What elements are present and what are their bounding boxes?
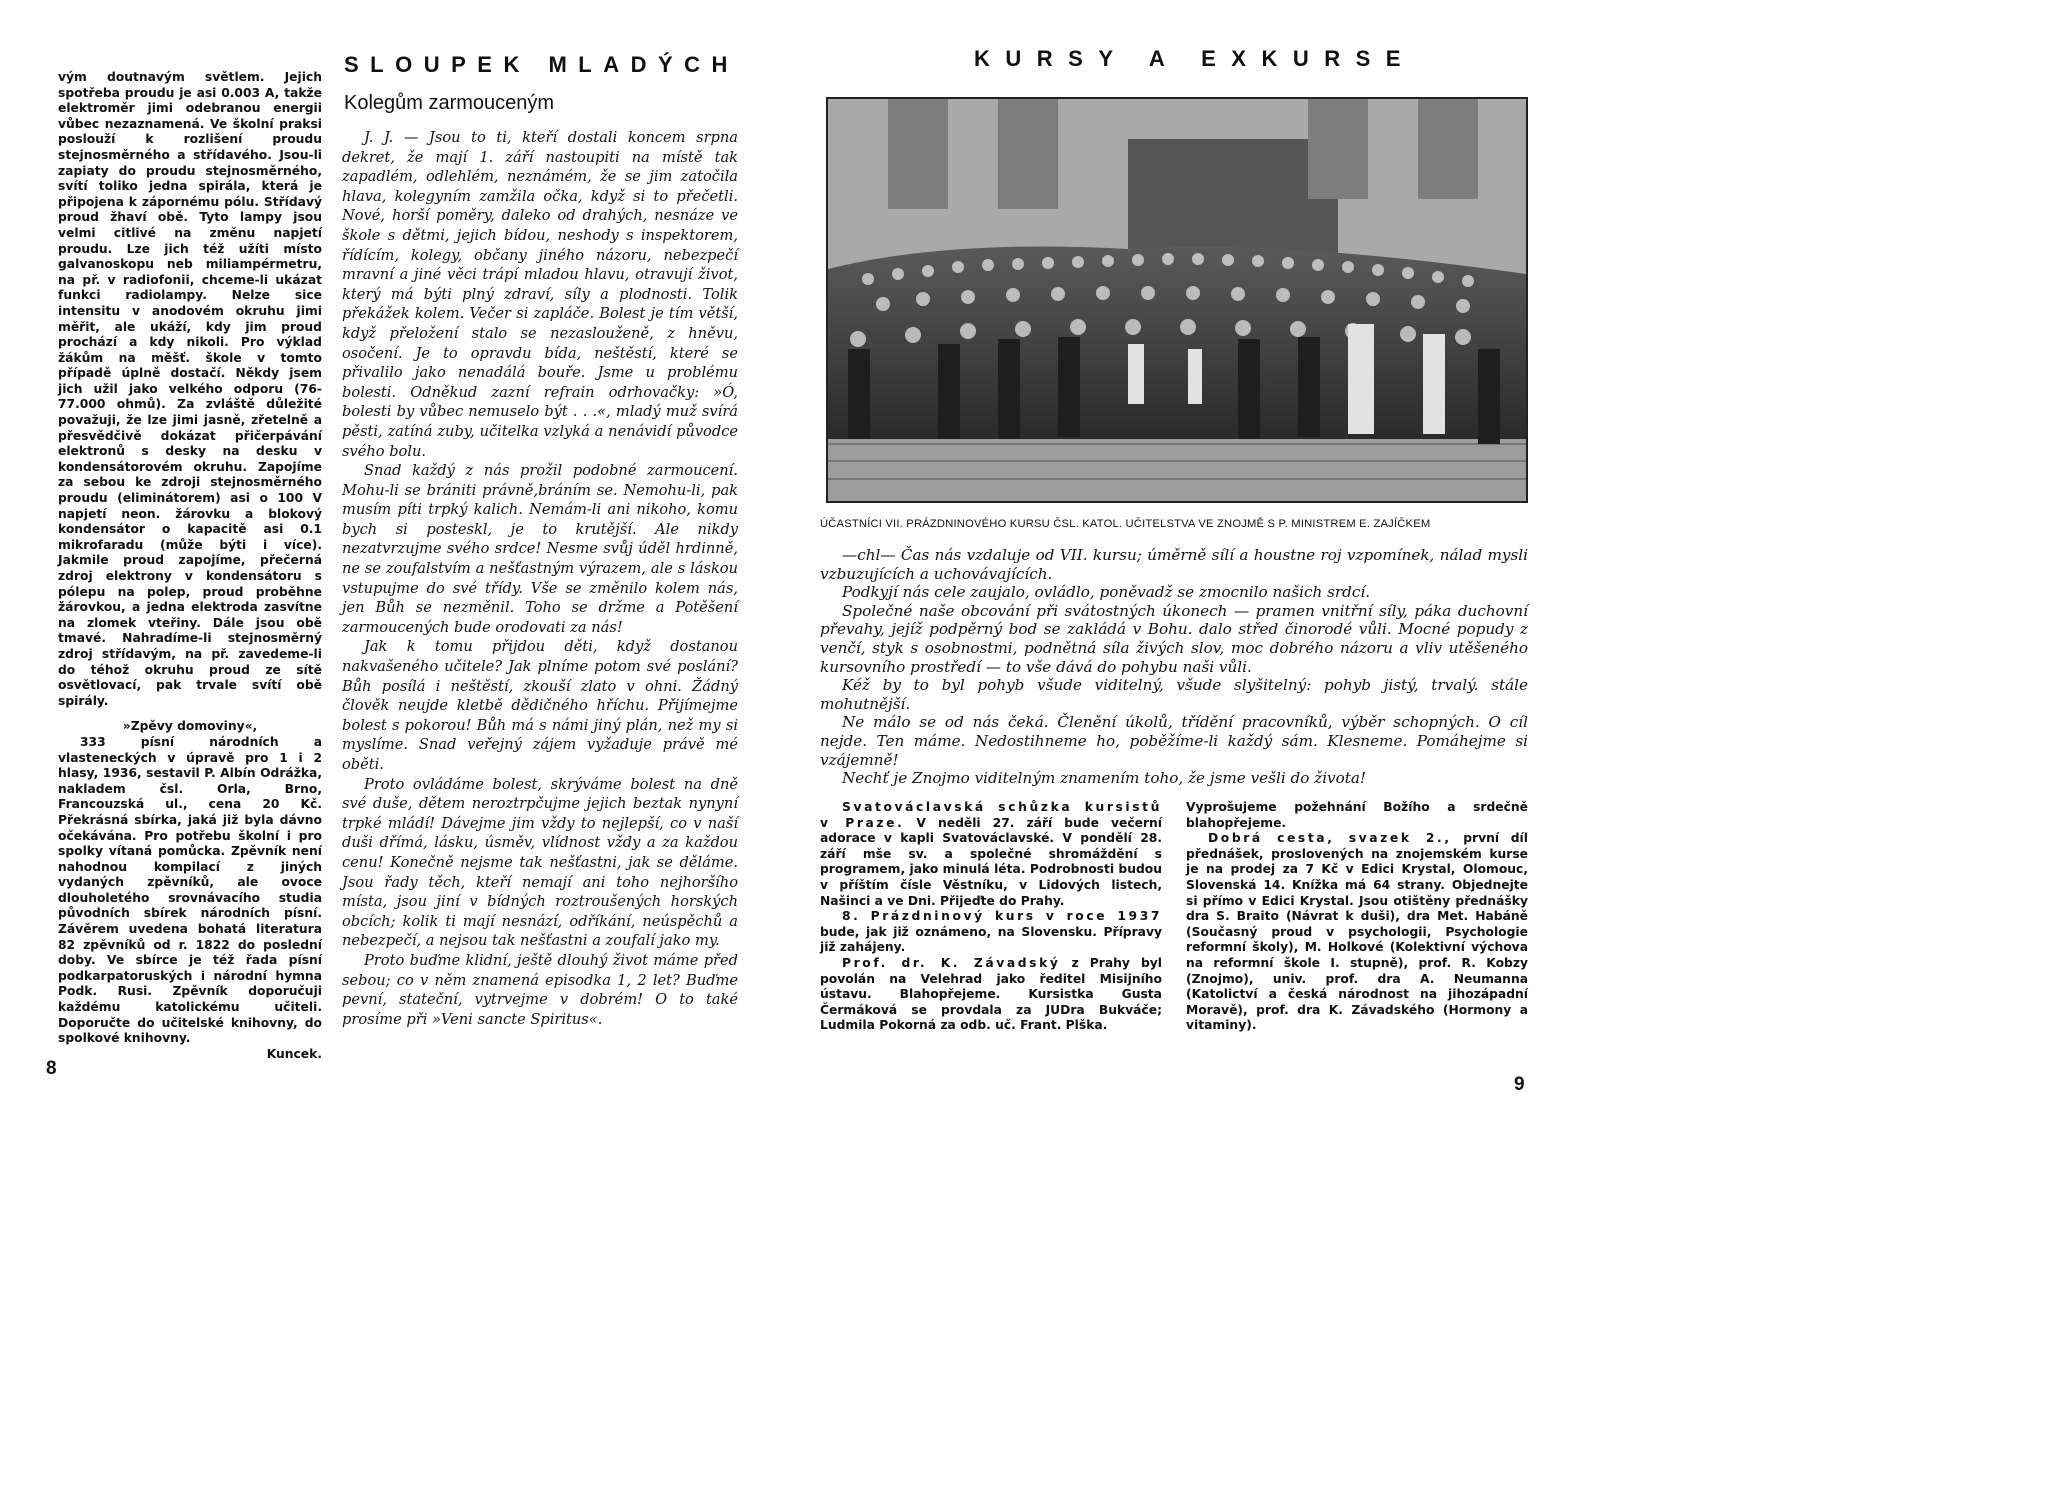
photo-caption: ÚČASTNÍCI VII. PRÁZDNINOVÉHO KURSU ČSL. KATOL. UČITELSTVA VE ZNOJMĚ S P. MINISTREM E. ZAJÍČKEM bbox=[820, 518, 1431, 530]
note-lead: Prof. dr. K. Závadský bbox=[842, 955, 1061, 970]
article-paragraph: J. J. — Jsou to ti, kteří dostali koncem srpna dekret, že mají 1. září nastoupiti na místě tak zapadlém, odlehlém, neznámém, že se jim zatočila hlava, kolegyním zamžila očka, když si to přečetli. Nové, horší poměry, daleko od drahých, nesnáze ve škole s dětmi, jejich bídou, neshody s inspektorem, řídícím, kolegy, občany jiného názoru, nebezpečí mravní a jiné věci trápí mladou hlavu, otravují život, který má býti plný zdraví, síly a plodnosti. Tolik překážek kolem. Večer si zapláče. Bolest je tím větší, když přeložení stalo se nezaslouženě, z hněvu, osočení. Je to opravdu bída, neštěstí, které se přivalilo jako nenadálá bouře. Jsme u problému bolesti. Odněkud zazní refrain odrhovačky: »Ó, bolesti by vůbec nemuselo být . . .«, mladý muž svírá pěsti, zatíná zuby, učitelka vzlyká a nenávidí původce svého bolu. bbox=[342, 129, 738, 460]
essay-paragraph: Nechť je Znojmo viditelným znamením toho, že jsme vešli do života! bbox=[842, 769, 1367, 788]
group-photo bbox=[826, 97, 1528, 503]
note-lead: Svatováclavská schůzka kursistů v Praze. bbox=[820, 800, 1162, 830]
group-photo-icon bbox=[828, 99, 1526, 501]
review-title: »Zpěvy domoviny«, bbox=[122, 719, 258, 734]
essay-paragraph: Společné naše obcování při svátostných úkonech — pramen vnitřní síly, páka duchovní převahy, jejíž podpěrný bod se zakládá v Bohu. dalo střed činorodé vůli. Mocné popudy z venčí, styk s osobnostmi, podnětná síla živých slov, moc dobrého názoru a vliv utěšeného kursovního prostředí — to vše dává do pohybu naši vůli. bbox=[820, 601, 1528, 676]
article-title: Kolegům zarmouceným bbox=[344, 92, 555, 114]
note-text: Vyprošujeme požehnání Božího a srdečně blahopřejeme. bbox=[1186, 800, 1528, 830]
review-author: Kuncek. bbox=[266, 1046, 322, 1061]
note-lead: 8. Prázdninový kurs v roce 1937 bbox=[842, 909, 1162, 924]
article-paragraph: Proto ovládáme bolest, skrýváme bolest na dně své duše, dětem neroztrpčujme jejich beztak nynyní trpké mládí! Dávejme jim vždy to nejlepší, co v naší duši dřímá, lásku, úsměv, vlídnost vždy a za každou cenu! Konečně nejsme tak nešťastni, jak se děláme. Jsou řady těch, kteří nemají ani toho nejhoršího místa, jsou jiní v bídných roztroušených horských obcích; kolik ti mají nesnází, odříkání, neúspěchů a nebezpečí, a nejsou tak nešťastni a zoufalí jako my. bbox=[342, 775, 738, 950]
page-number-right: 9 bbox=[1514, 1074, 1525, 1095]
note-item bbox=[820, 800, 1162, 909]
essay-paragraph: Ne málo se od nás čeká. Členění úkolů, třídění pracovníků, výběr schopných. O cíl nejde. Ten máme. Nedostihneme ho, poběžíme-li každý sám. Klesneme. Pomáhejme si vzájemně! bbox=[820, 713, 1528, 769]
section-heading-right: KURSY A EXKURSE bbox=[974, 46, 1416, 71]
essay-body bbox=[820, 546, 1528, 788]
note-text: z Prahy byl povolán na Velehrad jako ředitel Misijního ústavu. Blahopřejeme. Kursistka Gusta Čermáková se provdala za JUDra Bukváče; Ludmila Pokorná za odb. uč. Frant. Plška. bbox=[820, 955, 1162, 1033]
note-lead: Dobrá cesta, svazek 2., bbox=[1208, 831, 1452, 846]
article-paragraph: Jak k tomu přijdou děti, když dostanou nakvašeného učitele? Jak plníme potom své poslání? Bůh posílá i neštěstí, zkouší zlato v ohni. Žádný člověk neujde kletbě dědičného hříchu. Přijímejme bolest s pokorou! Bůh má s námi jiný plán, než my si myslíme. Snad veřejný zájem vyžaduje právě mé oběti. bbox=[342, 638, 738, 773]
essay-paragraph: Podkyjí nás cele zaujalo, ovládlo, poněvadž se zmocnilo našich srdcí. bbox=[842, 583, 1371, 602]
article-body bbox=[342, 128, 738, 1029]
physics-paragraph: vým doutnavým světlem. Jejich spotřeba proudu je asi 0.003 A, takže elektroměr jimi odebranou energii vůbec nezaznamená. Ve školní praksi poslouží k rozlišení proudu stejnosměrného a střídavého. Jsou-li zapiaty do proudu stejnosměrného, svítí toliko jedna spirála, která je připojena k zápornému pólu. Střídavý proud žhaví obě. Tyto lampy jsou velmi citlivé na změnu napjetí proudu. Lze jich též užíti místo galvanoskopu neb miliampérmetru, na př. v radiofonii, chceme-li ukázat funkci radiolampy. Nelze sice intensitu v anodovém okruhu jimi měřit, ale ukáží, kdy jim proud prochází a kdy nikoli. Pro výklad žákům na měšť. škole v tomto případě úplně dostačí. Někdy jsem jich užil jako velkého odporu (76-77.000 ohmů). Za zvláště důležité považuji, že lze jimi jasně, zřetelně a přesvědčivě dokázat přičerpávání elektronů s desky na desku v kondensátorovém okruhu. Zapojíme za sebou ke zdroji stejnosměrného proudu (eliminátorem) asi o 100 V napjetí neon. žárovku a blokový kondensátor o kapacitě asi 0.1 mikrofaradu (může býti i více). Jakmile proud zapojíme, přečerná zdroj elektrony v kondensátoru s pólepu na polep, proud proběhne žárovkou, a jedna elektroda zasvítne na zlomek vteřiny. Dále jsou obě tmavé. Nahradíme-li stejnosměrný zdroj střídavým, na př. zavedeme-li do téhož okruhu proud ze sítě osvětlovací, pak trvale svítí obě spirály. bbox=[58, 70, 322, 708]
note-item bbox=[1186, 800, 1528, 831]
note-item bbox=[1186, 831, 1528, 1034]
essay-paragraph: —chl— Čas nás vzdaluje od VII. kursu; úměrně sílí a houstne roj vzpomínek, nálad mysli vzbuzujících a uchovávajících. bbox=[820, 546, 1528, 583]
notes-col-1 bbox=[820, 800, 1162, 1034]
note-text: bude, jak již oznámeno, na Slovensku. Přípravy již zahájeny. bbox=[820, 924, 1162, 955]
note-text: V neděli 27. září bude večerní adorace v kapli Svatováclavské. V pondělí 28. září mše sv. a společné shromáždění s programem, jako minulá léta. Podrobnosti budou v příštím čísle Věstníku, v Lidových listech, Našinci a ve Dni. Přijeďte do Prahy. bbox=[820, 815, 1162, 908]
note-item bbox=[820, 956, 1162, 1034]
essay-paragraph: Kéž by to byl pohyb všude viditelný, všude slyšitelný: pohyb jistý, trvalý. stále mohutnější. bbox=[820, 676, 1528, 713]
article-paragraph: Proto buďme klidní, ještě dlouhý život máme před sebou; co v něm znamená episodka 1, 2 let? Buďme pevní, stateční, vytrvejme v dobrém! O to také prosíme při »Veni sancte Spiritus«. bbox=[342, 951, 738, 1028]
note-item bbox=[820, 909, 1162, 956]
article-paragraph: Snad každý z nás prožil podobné zarmoucení. Mohu-li se brániti právně,bráním se. Nemohu-li, pak musím píti trpký kalich. Nemám-li ani nikoho, komu bych si posteskl, je to krutější. Ale nikdy nezatvrzujme svého srdce! Nesme svůj úděl hrdinně, ne se zoufalstvím a nešťastným výrazem, ale s láskou vstupujme do své třídy. Vše se změnilo kolem nás, jen Bůh se nezměnil. Toho se držme a Potěšení zarmoucených bude orodovati za nás! bbox=[342, 462, 738, 636]
page-number-left: 8 bbox=[46, 1058, 57, 1079]
section-heading-left: SLOUPEK MLADÝCH bbox=[344, 52, 739, 77]
note-text: první díl přednášek, proslovených na znojemském kurse je na prodej za 7 Kč v Edici Krystal, Olomouc, Slovenská 14. Knížka má 64 strany. Objednejte si přímo v Edici Krystal. Jsou otištěny přednášky dra S. Braito (Návrat k duši), dra Met. Habáně (Současný proud v psychologii, Psychologie reformní školy), M. Holkové (Kolektivní výchova na reformní škole I. stupně), prof. R. Kobzy (Znojmo), univ. prof. dra A. Neumanna (Katolictví a česká národnost na jihozápadní Moravě), prof. dra K. Závadského (Hormony a vitaminy). bbox=[1186, 831, 1528, 1033]
notes-col-2 bbox=[1186, 800, 1528, 1034]
review-text: 333 písní národních a vlasteneckých v úpravě pro 1 i 2 hlasy, 1936, sestavil P. Albín Odrážka, nakladem čsl. Orla, Brno, Francouzská ul., cena 20 Kč. Překrásná sbírka, jaká již byla dávno očekávána. Pro potřebu školní i pro spolky vítaná pomůcka. Zpěvník není nahodnou kompilací z jiných vydaných zpěvníků, ale ovoce dlouholetého srovnávacího studia původních sbírek národních písní. Závěrem uvedena bohatá literatura 82 zpěvníků od r. 1822 do poslední doby. Ve sbírce je též řada písní podkarpatoruských i národní hymna Podk. Rusi. Zpěvník doporučuji každému katolickému učiteli. Doporučte do učitelské knihovny, do spolkové knihovny. bbox=[58, 734, 322, 1046]
left-col-physics bbox=[58, 70, 322, 1062]
